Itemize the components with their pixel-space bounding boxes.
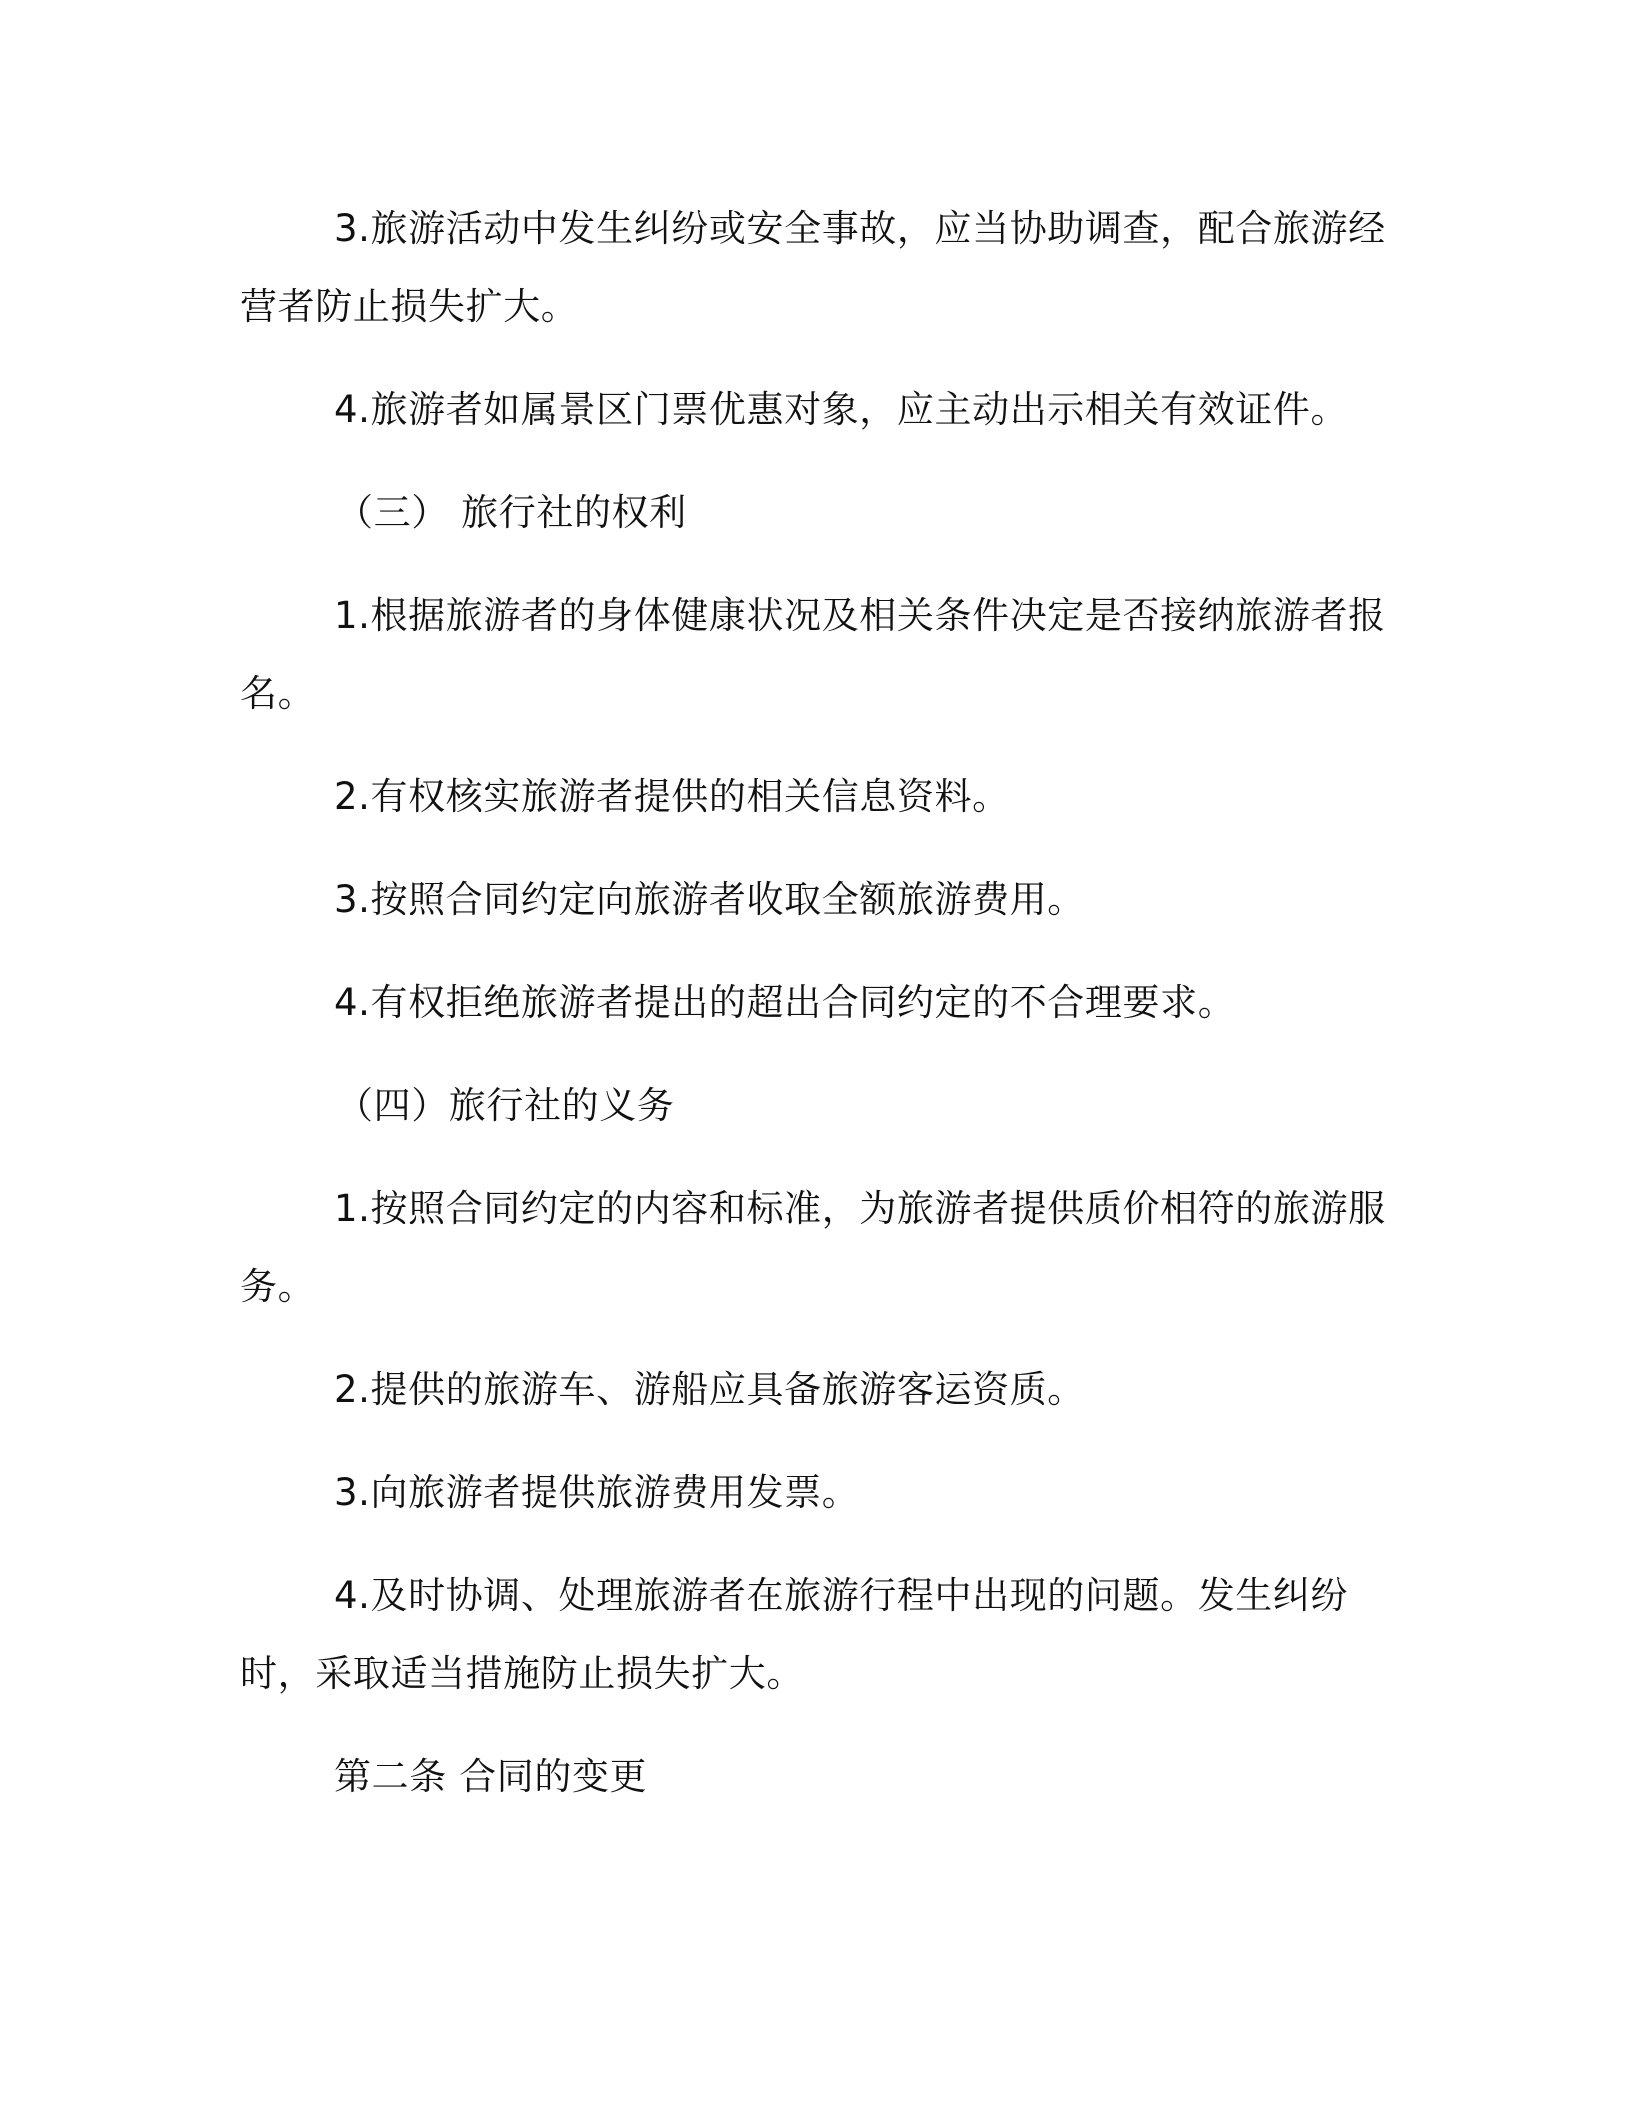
paragraph-agency-obligation-3: 3.向旅游者提供旅游费用发票。 xyxy=(334,1471,860,1514)
paragraph-agency-right-4: 4.有权拒绝旅游者提出的超出合同约定的不合理要求。 xyxy=(334,981,1236,1024)
paragraph-agency-right-3: 3.按照合同约定向旅游者收取全额旅游费用。 xyxy=(334,878,1085,921)
paragraph-tourist-obligation-4: 4.旅游者如属景区门票优惠对象，应主动出示相关有效证件。 xyxy=(334,388,1349,431)
section-heading-agency-obligations: （四）旅行社的义务 xyxy=(336,1084,675,1127)
paragraph-agency-obligation-1: 1.按照合同约定的内容和标准，为旅游者提供质价相符的旅游服务。 xyxy=(240,1187,1386,1308)
paragraph-agency-obligation-2: 2.提供的旅游车、游船应具备旅游客运资质。 xyxy=(334,1368,1085,1411)
paragraph-agency-right-1: 1.根据旅游者的身体健康状况及相关条件决定是否接纳旅游者报名。 xyxy=(240,594,1386,715)
paragraph-agency-right-2: 2.有权核实旅游者提供的相关信息资料。 xyxy=(334,775,1010,818)
paragraph-tourist-obligation-3: 3.旅游活动中发生纠纷或安全事故，应当协助调查，配合旅游经营者防止损失扩大。 xyxy=(240,207,1386,328)
article-heading-contract-change: 第二条 合同的变更 xyxy=(334,1755,648,1798)
document-body xyxy=(240,190,1400,1841)
section-heading-agency-rights: （三） 旅行社的权利 xyxy=(336,491,687,534)
paragraph-agency-obligation-4: 4.及时协调、处理旅游者在旅游行程中出现的问题。发生纠纷时，采取适当措施防止损失扩大。 xyxy=(240,1574,1349,1695)
